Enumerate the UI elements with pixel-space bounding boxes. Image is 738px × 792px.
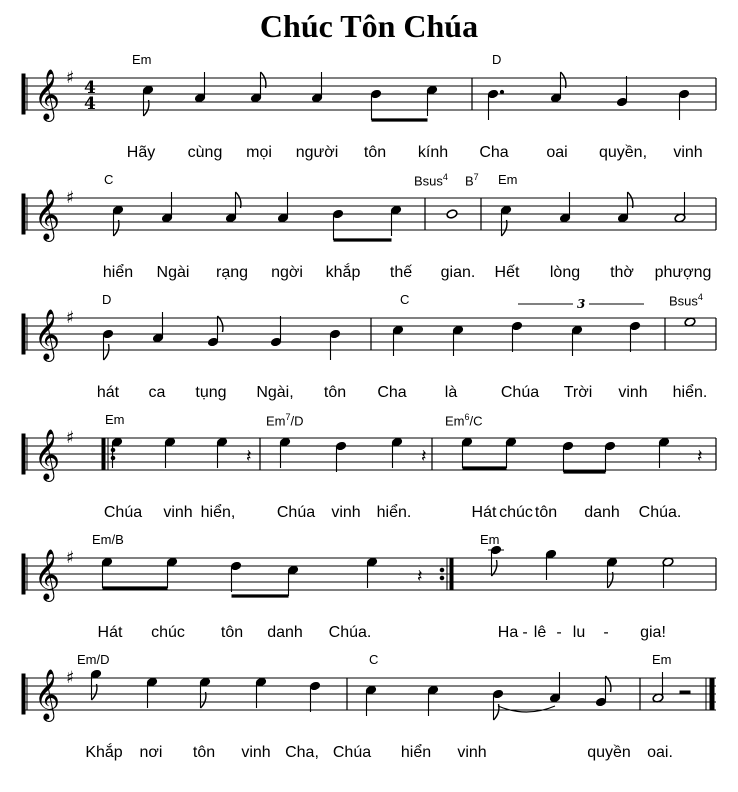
lyric-syllable: oai <box>546 144 568 161</box>
song-title: Chúc Tôn Chúa <box>259 8 479 44</box>
key-signature-sharp: ♯ <box>66 308 75 328</box>
lyric-syllable: rạng <box>215 264 249 281</box>
chord-symbol: Em/D <box>77 652 110 667</box>
repeat-start-thick <box>102 438 105 470</box>
lyric-syllable: mọi <box>246 144 272 161</box>
chord-symbol: Em/B <box>92 532 124 547</box>
chord-symbol: Em <box>498 172 518 187</box>
lyric-syllable: Chúa <box>500 384 540 401</box>
chord-symbol: Em <box>132 52 152 67</box>
music-system <box>0 292 738 412</box>
system-bracket <box>22 674 25 714</box>
lyric-syllable: lê <box>533 624 547 641</box>
lyric-syllable: quyền <box>587 744 631 761</box>
lyric-syllable: hiển <box>102 264 134 281</box>
treble-clef-icon: 𝄞 <box>34 189 61 240</box>
lyric-syllable: Trời <box>563 384 593 401</box>
lyric-syllable: Ha <box>497 624 519 641</box>
music-system <box>0 412 738 532</box>
lyric-syllable: Hát <box>471 504 497 521</box>
lyric-syllable: Hãy <box>126 144 156 161</box>
repeat-end-thick <box>450 558 453 590</box>
lyric-syllable: lu <box>572 624 586 641</box>
lyric-syllable: chúc <box>499 504 533 521</box>
music-system <box>0 172 738 292</box>
music-system <box>0 532 738 652</box>
system-bracket <box>22 554 25 594</box>
lyric-syllable: tôn <box>323 384 347 401</box>
lyric-syllable: hát <box>96 384 120 401</box>
lyric-syllable: quyền, <box>598 144 648 161</box>
chord-symbol: Bsus$^4$ <box>669 292 703 309</box>
chord-symbol: Em$^7$/D <box>266 412 304 429</box>
chord-symbol: Em$^6$/C <box>445 412 483 429</box>
chord-symbol: C <box>400 292 410 307</box>
lyric-syllable: vinh <box>457 744 487 761</box>
lyric-syllable: thờ <box>610 264 634 281</box>
lyric-syllable: Cha <box>377 384 407 401</box>
chord-symbol: $B^7$ <box>465 172 479 189</box>
lyric-syllable: gia! <box>640 624 666 641</box>
quarter-rest: 𝄽 <box>246 446 252 467</box>
quarter-rest: 𝄽 <box>417 566 423 587</box>
lyric-syllable: tôn <box>534 504 558 521</box>
lyric-syllable: tụng <box>195 384 227 401</box>
lyric-syllable: Khắp <box>85 744 123 761</box>
lyric-syllable: Chúa <box>332 744 372 761</box>
chord-symbol: D <box>492 52 502 67</box>
lyric-syllable: vinh <box>673 144 703 161</box>
lyric-syllable: khắp <box>325 264 361 281</box>
treble-clef-icon: 𝄞 <box>34 669 61 720</box>
lyric-syllable: danh <box>584 504 620 521</box>
lyric-syllable: cùng <box>187 144 223 161</box>
repeat-dot <box>440 568 444 572</box>
lyric-syllable: thế <box>389 264 413 281</box>
lyric-syllable: tôn <box>363 144 387 161</box>
lyric-syllable: Ngài, <box>256 384 294 401</box>
note-head <box>446 209 458 219</box>
lyric-syllable: Chúa. <box>638 504 682 521</box>
lyric-syllable: - <box>556 624 562 641</box>
lyric-syllable: Hết <box>494 264 520 281</box>
system-bracket <box>22 434 25 474</box>
system-bracket <box>22 314 25 354</box>
lyric-syllable: gian. <box>440 264 476 281</box>
lyric-syllable: Hát <box>97 624 123 641</box>
lyric-syllable: - <box>522 624 528 641</box>
lyric-syllable: chúc <box>151 624 185 641</box>
system-bracket <box>22 74 25 114</box>
chord-symbol: Em <box>105 412 125 427</box>
lyric-syllable: ngời <box>271 264 303 281</box>
chord-symbol: D <box>102 292 112 307</box>
lyric-syllable: tôn <box>220 624 244 641</box>
chord-symbol: Em <box>652 652 672 667</box>
time-signature-top: 4 <box>84 78 96 98</box>
system-bracket <box>22 194 25 234</box>
lyric-syllable: hiển. <box>376 504 412 521</box>
lyric-syllable: Chúa. <box>328 624 372 641</box>
lyric-syllable: tôn <box>192 744 216 761</box>
half-rest <box>680 691 690 694</box>
lyric-syllable: kính <box>417 144 449 161</box>
music-system <box>0 52 738 172</box>
lyric-syllable: vinh <box>163 504 193 521</box>
lyric-syllable: hiển. <box>672 384 708 401</box>
lyric-syllable: phượng <box>654 264 712 281</box>
lyric-syllable: lòng <box>549 264 581 281</box>
chord-symbol: Bsus$^4$ <box>414 172 448 189</box>
treble-clef-icon: 𝄞 <box>34 549 61 600</box>
chord-symbol: C <box>369 652 379 667</box>
lyric-syllable: danh <box>267 624 303 641</box>
key-signature-sharp: ♯ <box>66 668 75 688</box>
key-signature-sharp: ♯ <box>66 548 75 568</box>
lyric-syllable: nơi <box>139 744 163 761</box>
treble-clef-icon: 𝄞 <box>34 429 61 480</box>
treble-clef-icon: 𝄞 <box>34 69 61 120</box>
lyric-syllable: Cha <box>479 144 509 161</box>
lyric-syllable: người <box>295 144 339 161</box>
final-barline-thick <box>710 678 714 710</box>
lyric-syllable: là <box>444 384 458 401</box>
lyric-syllable: Ngài <box>156 264 190 281</box>
time-signature-bottom: 4 <box>84 94 96 114</box>
tuplet-number: 3 <box>577 297 586 311</box>
lyric-syllable: vinh <box>618 384 648 401</box>
key-signature-sharp: ♯ <box>66 428 75 448</box>
lyric-syllable: Chúa <box>103 504 143 521</box>
lyric-syllable: ca <box>148 384 166 401</box>
lyric-syllable: hiển, <box>200 504 236 521</box>
key-signature-sharp: ♯ <box>66 68 75 88</box>
treble-clef-icon: 𝄞 <box>34 309 61 360</box>
quarter-rest: 𝄽 <box>697 446 703 467</box>
lyric-syllable: Chúa <box>276 504 316 521</box>
lyric-syllable: - <box>603 624 609 641</box>
note-flag <box>104 344 109 360</box>
chord-symbol: Em <box>480 532 500 547</box>
lyric-syllable: oai. <box>647 744 673 761</box>
music-system <box>0 652 738 772</box>
lyric-syllable: vinh <box>241 744 271 761</box>
tie <box>498 706 555 712</box>
lyric-syllable: hiển <box>400 744 432 761</box>
chord-symbol: C <box>104 172 114 187</box>
repeat-dot <box>440 576 444 580</box>
quarter-rest: 𝄽 <box>421 446 427 467</box>
lyric-syllable: Cha, <box>285 744 319 761</box>
key-signature-sharp: ♯ <box>66 188 75 208</box>
lyric-syllable: vinh <box>331 504 361 521</box>
dot <box>500 90 503 93</box>
